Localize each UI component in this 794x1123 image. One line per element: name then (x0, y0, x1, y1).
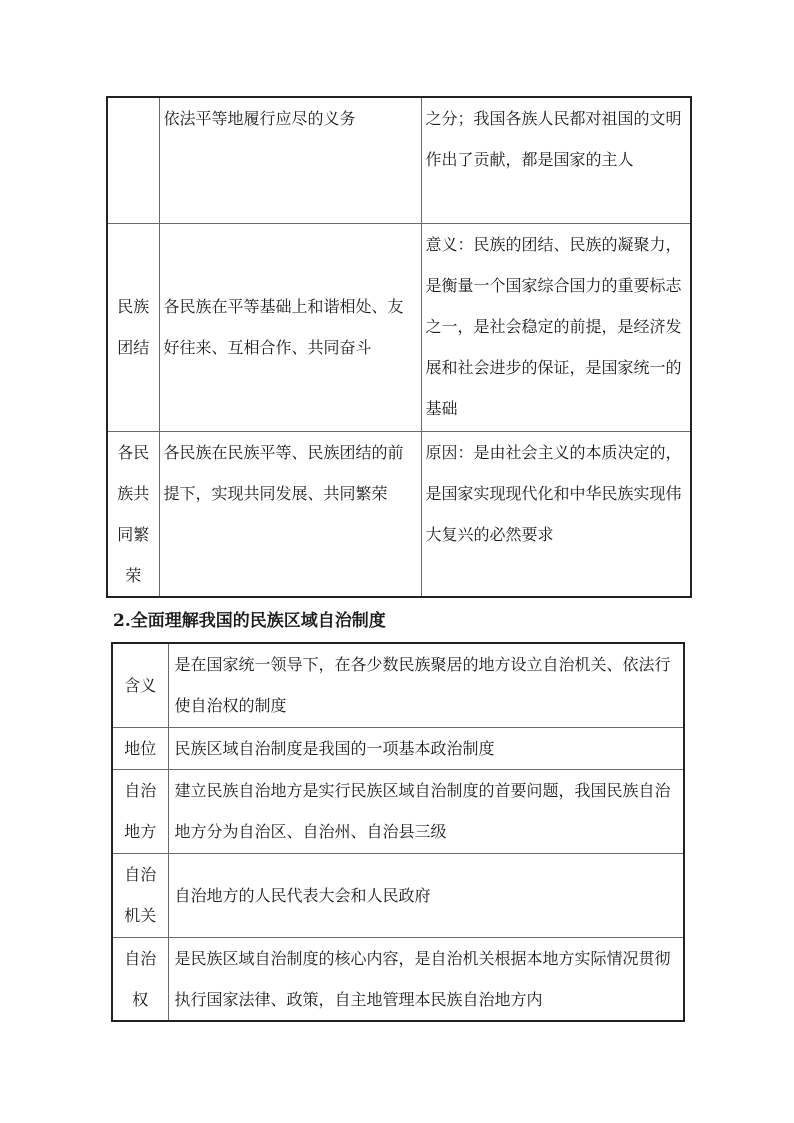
section-heading: 2.全面理解我国的民族区域自治制度 (113, 611, 386, 631)
regional-autonomy-table (111, 642, 685, 1022)
content-cell: 依法平等地履行应尽的义务 (159, 97, 421, 223)
row-key: 自治地方 (112, 769, 168, 853)
content-cell: 各民族在平等基础上和谐相处、友好往来、互相合作、共同奋斗 (159, 223, 421, 431)
term-cell (107, 97, 159, 223)
content-cell: 各民族在民族平等、民族团结的前提下，实现共同发展、共同繁荣 (159, 431, 421, 597)
table-row (112, 727, 684, 769)
table-row (112, 853, 684, 937)
table-row (107, 97, 691, 223)
table-row (107, 223, 691, 431)
term-cell: 民族团结 (107, 223, 159, 431)
note-cell: 之分；我国各族人民都对祖国的文明作出了贡献，都是国家的主人 (421, 97, 691, 223)
note-cell: 原因：是由社会主义的本质决定的，是国家实现现代化和中华民族实现伟大复兴的必然要求 (421, 431, 691, 597)
row-value: 是在国家统一领导下，在各少数民族聚居的地方设立自治机关、依法行使自治权的制度 (168, 643, 684, 727)
table-row (112, 769, 684, 853)
table-row (107, 431, 691, 597)
row-key: 自治权 (112, 937, 168, 1021)
term-cell: 各民族共同繁荣 (107, 431, 159, 597)
table-row (112, 643, 684, 727)
row-value: 建立民族自治地方是实行民族区域自治制度的首要问题，我国民族自治地方分为自治区、自治州、自治县三级 (168, 769, 684, 853)
note-cell: 意义：民族的团结、民族的凝聚力，是衡量一个国家综合国力的重要标志之一，是社会稳定的前提，是经济发展和社会进步的保证，是国家统一的基础 (421, 223, 691, 431)
row-key: 含义 (112, 643, 168, 727)
row-value: 民族区域自治制度是我国的一项基本政治制度 (168, 727, 684, 769)
row-value: 自治地方的人民代表大会和人民政府 (168, 853, 684, 937)
table-row (112, 937, 684, 1021)
row-key: 地位 (112, 727, 168, 769)
row-key: 自治机关 (112, 853, 168, 937)
row-value: 是民族区域自治制度的核心内容，是自治机关根据本地方实际情况贯彻执行国家法律、政策，自主地管理本民族自治地方内 (168, 937, 684, 1021)
national-relations-table (106, 96, 692, 598)
